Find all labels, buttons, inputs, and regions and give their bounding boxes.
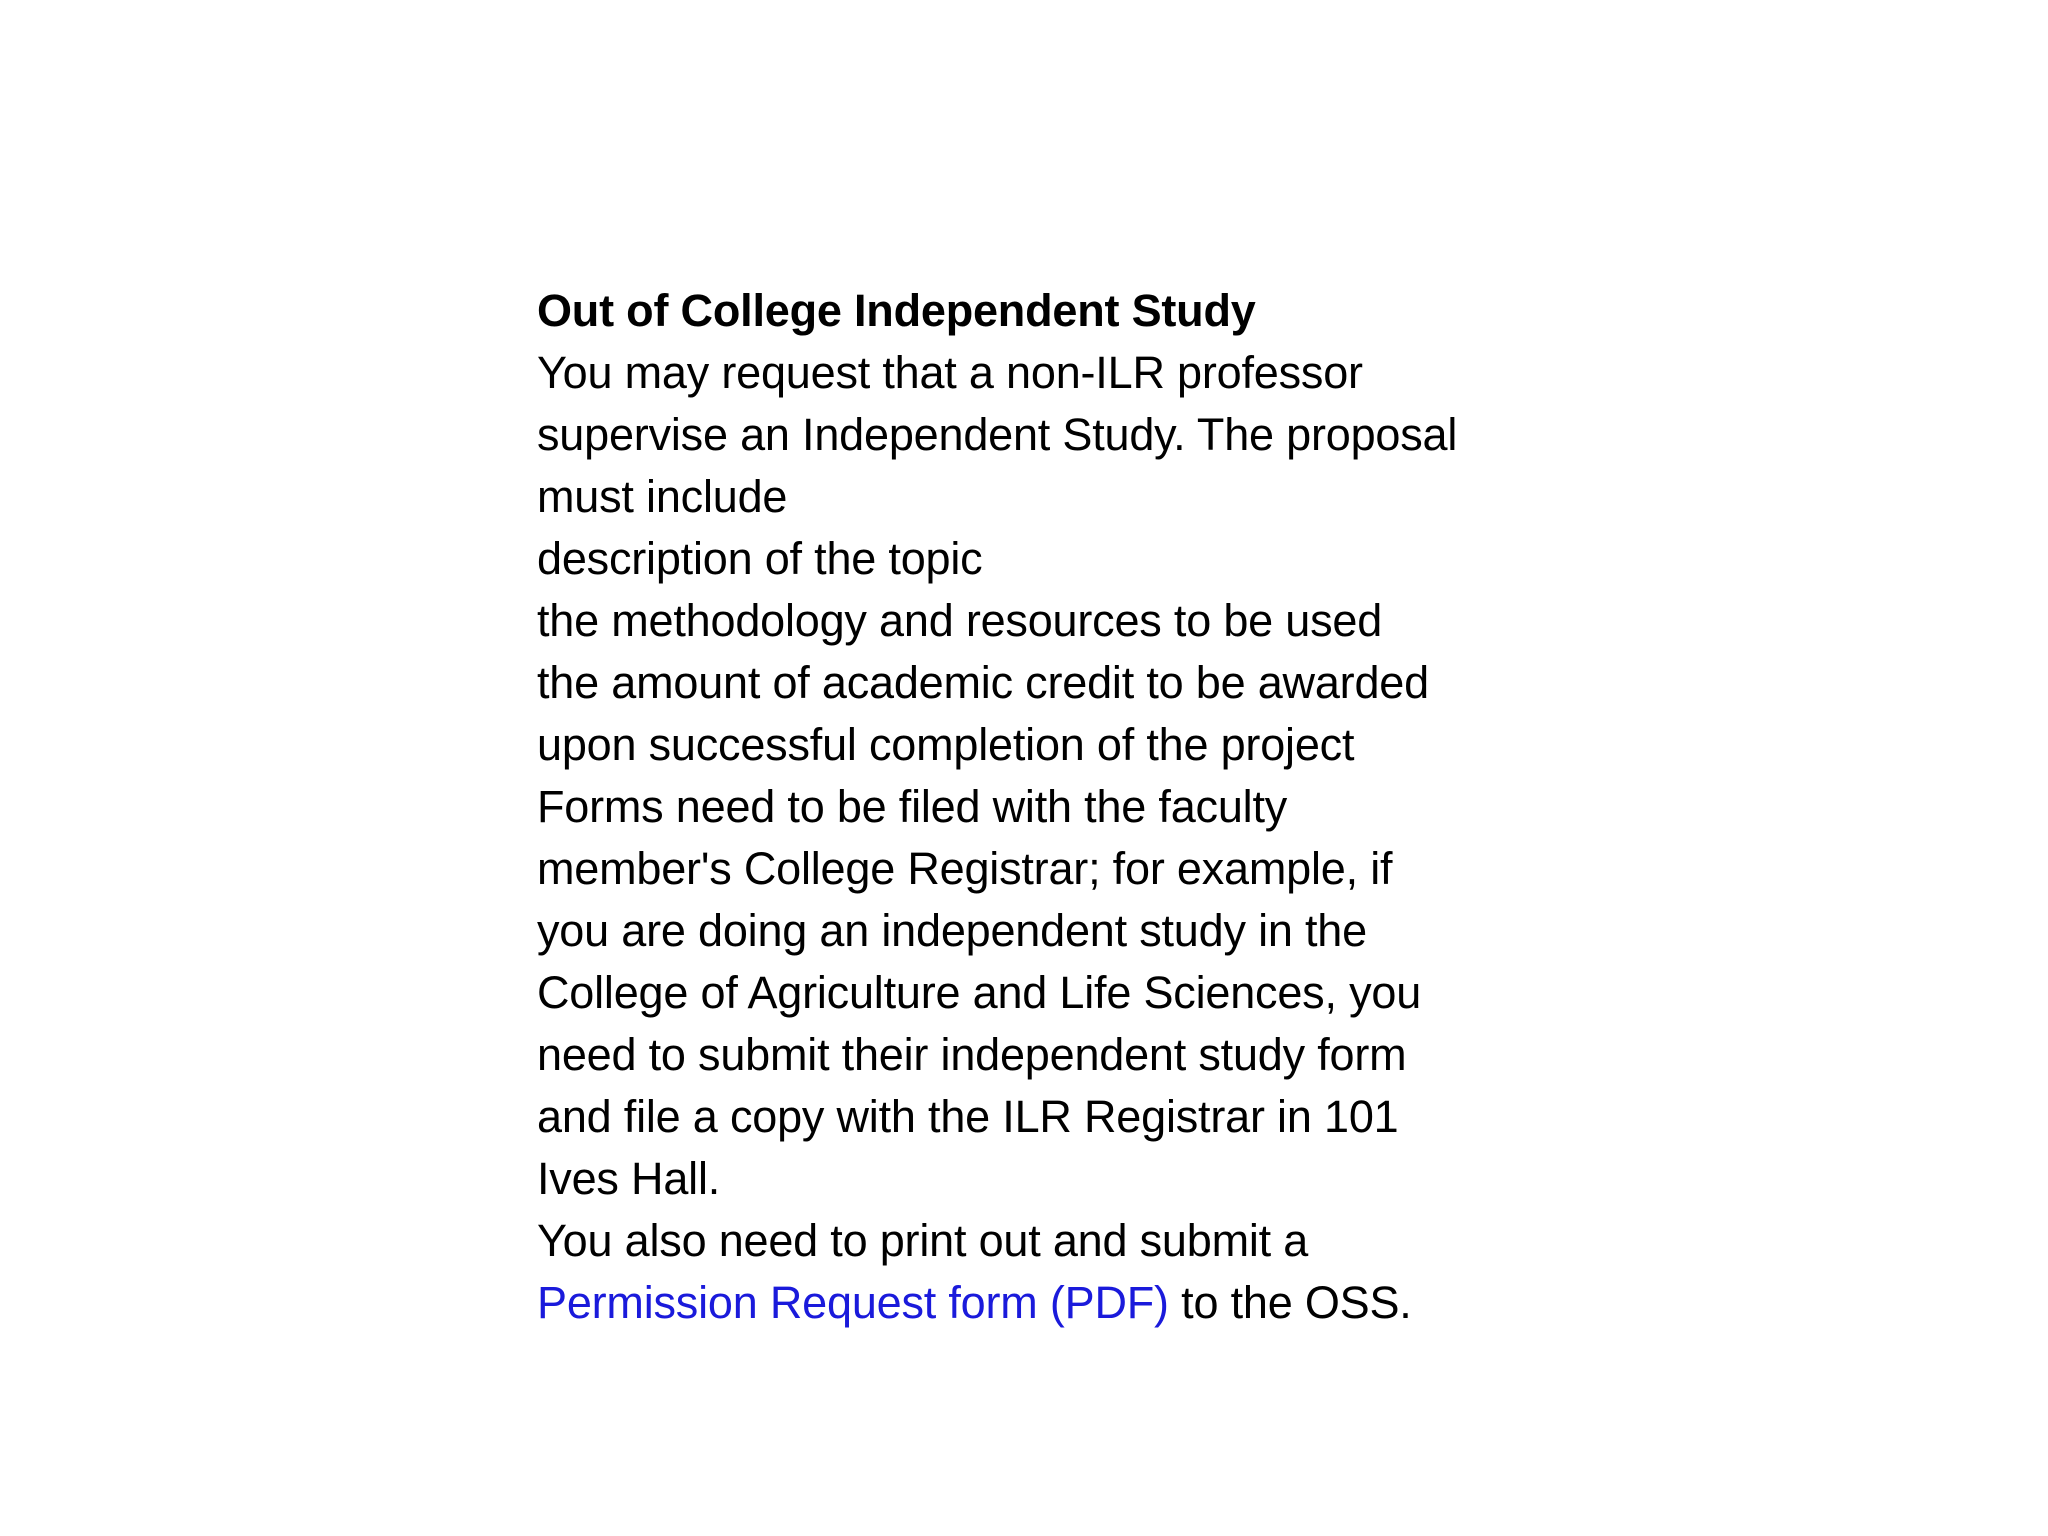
- forms-line: College of Agriculture and Life Sciences, you: [537, 967, 1422, 1018]
- intro-line: must include: [537, 471, 788, 522]
- permission-request-form-link[interactable]: Permission Request form (PDF): [537, 1277, 1169, 1328]
- requirement-item: upon successful completion of the project: [537, 719, 1355, 770]
- document-body: [537, 280, 1537, 1334]
- forms-line: Ives Hall.: [537, 1153, 721, 1204]
- section-title: Out of College Independent Study: [537, 285, 1256, 336]
- closing-line: You also need to print out and submit a: [537, 1215, 1309, 1266]
- forms-line: member's College Registrar; for example, if: [537, 843, 1393, 894]
- intro-line: supervise an Independent Study. The proposal: [537, 409, 1458, 460]
- forms-line: Forms need to be filed with the faculty: [537, 781, 1288, 832]
- closing-suffix: to the OSS.: [1168, 1277, 1412, 1328]
- forms-line: and file a copy with the ILR Registrar in 101: [537, 1091, 1399, 1142]
- forms-line: need to submit their independent study form: [537, 1029, 1407, 1080]
- closing-link-line: [537, 1272, 1537, 1334]
- intro-line: You may request that a non-ILR professor: [537, 347, 1363, 398]
- requirement-item: the methodology and resources to be used: [537, 595, 1383, 646]
- requirement-item: description of the topic: [537, 533, 983, 584]
- requirement-item: the amount of academic credit to be awarded: [537, 657, 1429, 708]
- forms-line: you are doing an independent study in the: [537, 905, 1367, 956]
